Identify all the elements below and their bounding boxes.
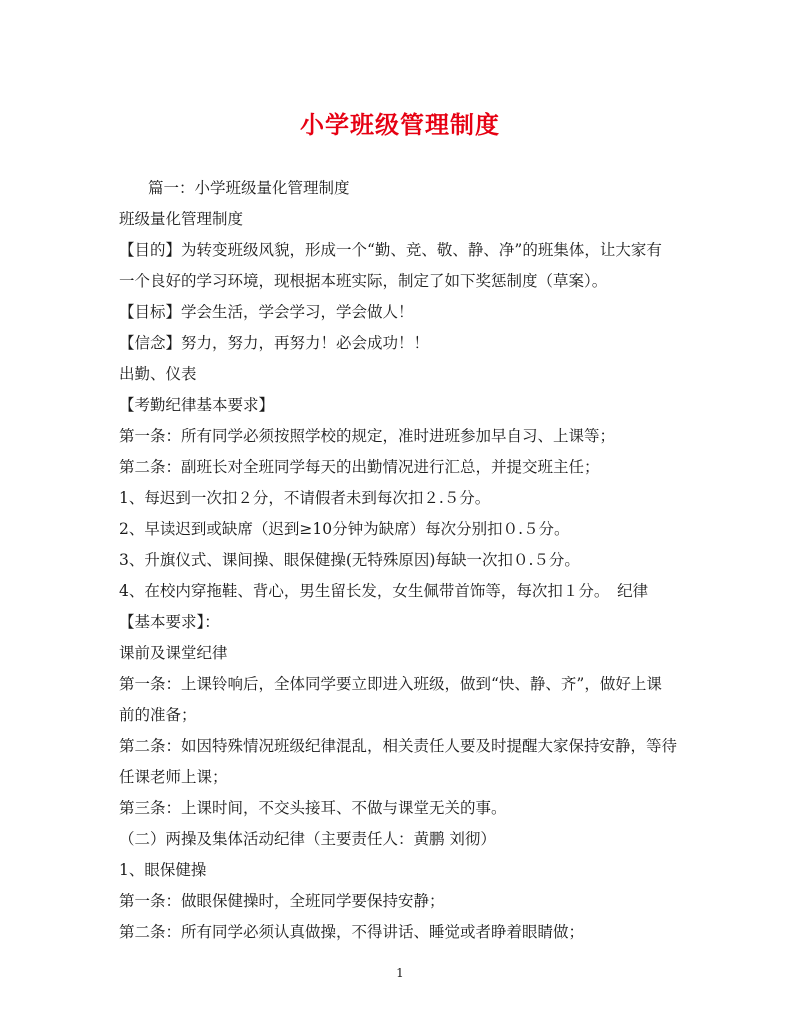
paragraph-line: 出勤、仪表 <box>119 365 197 383</box>
paragraph-line: 【基本要求】： <box>119 613 220 631</box>
paragraph-line: 第一条：所有同学必须按照学校的规定，准时进班参加早自习、上课等； <box>119 427 616 445</box>
paragraph-line: 第一条：上课铃响后，全体同学要立即进入班级，做到“快、静、齐”，做好上课 <box>119 675 662 693</box>
paragraph-line: 一个良好的学习环境，现根据本班实际，制定了如下奖惩制度（草案）。 <box>119 272 608 290</box>
page-number: 1 <box>396 966 404 980</box>
paragraph-line: 第二条：副班长对全班同学每天的出勤情况进行汇总，并提交班主任； <box>119 458 600 476</box>
paragraph-line: 2、早读迟到或缺席（迟到≥10分钟为缺席）每次分别扣０.５分。 <box>119 520 570 538</box>
paragraph-line: （二）两操及集体活动纪律（主要责任人：黄鹏 刘彻） <box>119 830 496 848</box>
paragraph-line: 1、眼保健操 <box>119 861 207 879</box>
paragraph-line: 前的准备； <box>119 706 197 724</box>
paragraph-line: 第二条：如因特殊情况班级纪律混乱，相关责任人要及时提醒大家保持安静，等待 <box>119 737 678 755</box>
paragraph-line: 【考勤纪律基本要求】 <box>119 396 275 414</box>
document-title: 小学班级管理制度 <box>300 110 500 139</box>
paragraph-line: 课前及课堂纪律 <box>119 644 228 662</box>
paragraph-line: 班级量化管理制度 <box>119 210 244 228</box>
document-body <box>119 173 694 948</box>
section-heading: 篇一：小学班级量化管理制度 <box>148 179 350 197</box>
paragraph-line: 任课老师上课； <box>119 768 228 786</box>
paragraph-line: 第二条：所有同学必须认真做操，不得讲话、睡觉或者睁着眼睛做； <box>119 923 585 941</box>
paragraph-line: 【信念】努力，努力，再努力！必会成功！！ <box>119 334 430 352</box>
paragraph-line: 第一条：做眼保健操时，全班同学要保持安静； <box>119 892 445 910</box>
paragraph-line: 3、升旗仪式、课间操、眼保健操(无特殊原因)每缺一次扣０.５分。 <box>119 551 580 569</box>
paragraph-line: 【目的】为转变班级风貌，形成一个“勤、竞、敬、静、净”的班集体，让大家有 <box>119 241 662 259</box>
paragraph-line: 第三条：上课时间，不交头接耳、不做与课堂无关的事。 <box>119 799 507 817</box>
paragraph-line: 1、每迟到一次扣２分，不请假者未到每次扣２.５分。 <box>119 489 491 507</box>
paragraph-line: 4、在校内穿拖鞋、背心，男生留长发，女生佩带首饰等，每次扣１分。 纪律 <box>119 582 649 600</box>
paragraph-line: 【目标】学会生活，学会学习，学会做人！ <box>119 303 414 321</box>
